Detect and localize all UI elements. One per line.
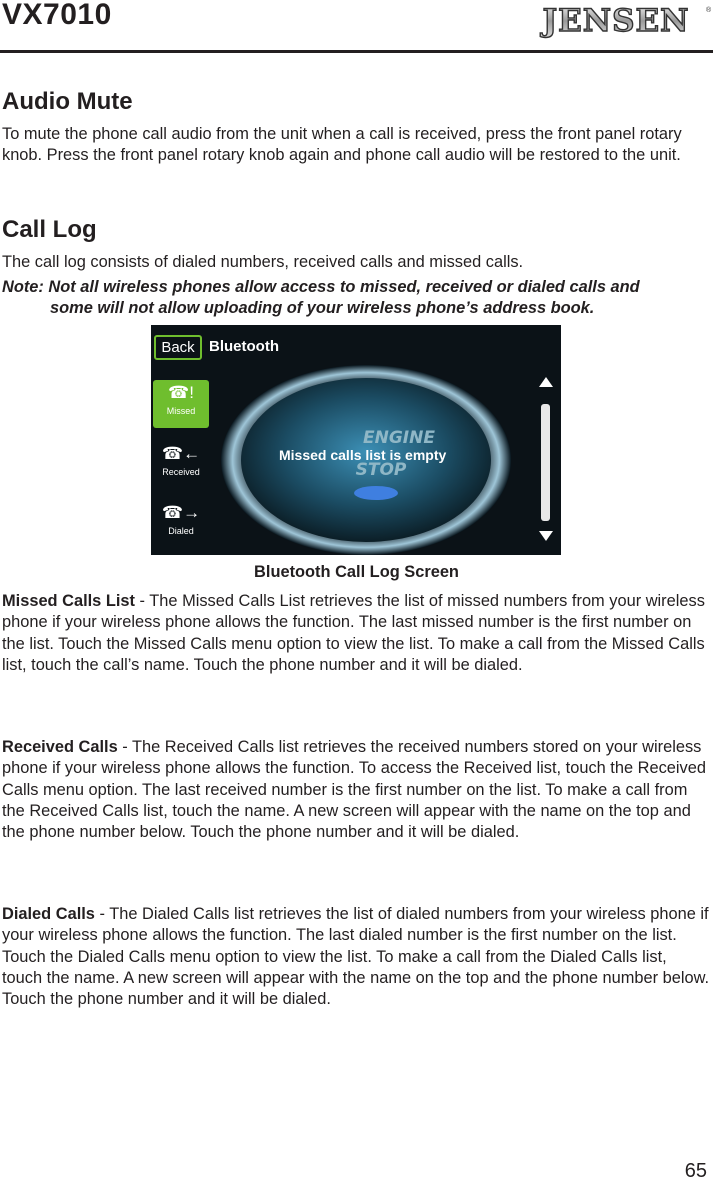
scrollbar[interactable] [541,404,550,521]
received-call-icon: ☎← [161,444,201,463]
header-rule [0,50,713,53]
screen-caption: Bluetooth Call Log Screen [254,563,459,581]
missed-calls-lead: Missed Calls List [2,592,135,610]
audio-mute-heading: Audio Mute [2,88,133,115]
model-number: VX7010 [2,0,112,31]
call-log-note [2,277,710,320]
dialed-calls-lead: Dialed Calls [2,905,95,923]
svg-text:®: ® [706,7,712,14]
received-calls-body: - The Received Calls list retrieves the received numbers stored on your wireless phone if your wireless phone allows the function. To access the Received list, touch the Received Calls menu option. The last received number is the first number on the list. To make a call from the Received Calls list, touch the name. A new screen will appear with the name on the top and the phone number below. Touch the phone number and it will be dialed. [2,738,706,842]
scroll-down-arrow-icon[interactable] [539,531,553,541]
brand-wordmark: JENSEN [542,3,690,39]
missed-calls-paragraph [2,591,710,676]
back-button[interactable]: Back [154,335,202,360]
dialed-call-icon: ☎→ [161,503,201,522]
dialed-tab[interactable] [153,500,209,548]
bluetooth-call-log-screen [151,325,561,555]
dialed-label: Dialed [168,526,194,536]
received-calls-paragraph [2,737,710,843]
missed-tab[interactable] [153,380,209,428]
missed-calls-body: - The Missed Calls List retrieves the list of missed numbers from your wireless phone if your wireless phone allows the function. The last missed number is the first number on the list. Touch the Missed Calls menu option to view the list. To make a call from the Missed Calls list, touch the call’s name. Touch the phone number and it will be dialed. [2,592,705,674]
note-line-1: Note: Not all wireless phones allow access to missed, received or dialed calls and [2,278,640,296]
knob-engine-text: ENGINE [363,428,435,448]
missed-label: Missed [166,406,196,416]
note-line-2: some will not allow uploading of your wireless phone’s address book. [50,299,595,318]
received-tab[interactable] [153,441,209,489]
audio-mute-body: To mute the phone call audio from the unit when a call is received, press the front panel rotary knob. Press the front panel rotary knob again and phone call audio will be restored to the unit. [2,125,682,165]
jensen-logo [522,2,712,39]
screen-title: Bluetooth [209,338,279,355]
call-log-body: The call log consists of dialed numbers, received calls and missed calls. [2,253,524,271]
missed-call-icon: ☎! [168,383,194,402]
received-calls-lead: Received Calls [2,738,118,756]
knob-backdrop [151,325,561,555]
page-number: 65 [684,1160,707,1182]
received-label: Received [162,467,200,477]
dialed-calls-body: - The Dialed Calls list retrieves the list of dialed numbers from your wireless phone if your wireless phone allows the function. The last dialed number is the first number on the list. Touch the Dialed Calls menu option to view the list. To make a call from the Dialed Calls list, touch the name. A new screen will appear with the name on the top and the phone number below. Touch the phone number and it will be dialed. [2,905,710,1009]
knob-stop-text: STOP [355,460,407,480]
call-log-heading: Call Log [2,216,97,243]
scroll-up-arrow-icon[interactable] [539,377,553,387]
dialed-calls-paragraph [2,904,710,1010]
empty-list-message: Missed calls list is empty [279,447,447,463]
